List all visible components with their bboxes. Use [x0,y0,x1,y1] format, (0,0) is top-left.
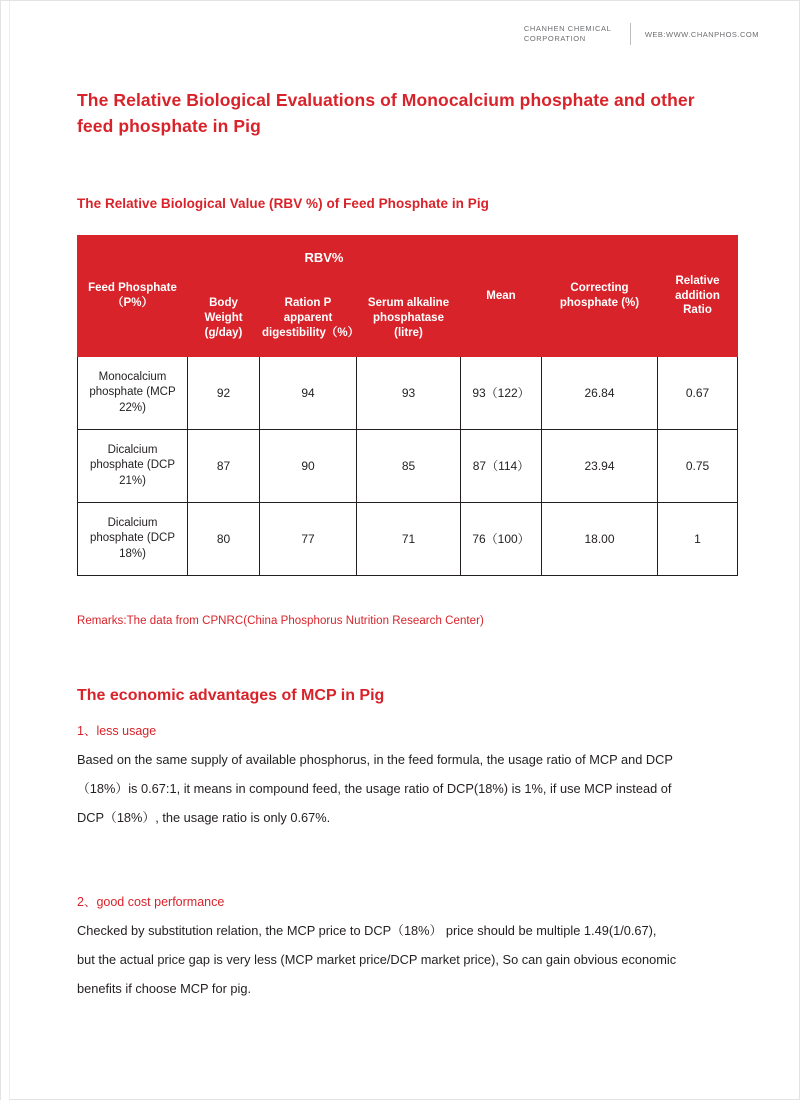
header-body-weight: Body Weight (g/day) [188,281,260,357]
economic-section-title: The economic advantages of MCP in Pig [77,687,385,704]
header-correcting-phosphate: Correcting phosphate (%) [542,236,658,357]
cell-body-weight: 92 [188,357,260,430]
table-head [78,236,738,357]
cell-ratio: 0.67 [658,357,738,430]
company-brand [524,24,616,44]
table-row [78,503,738,576]
cell-mean: 93（122） [461,357,542,430]
header-feed-phosphate: Feed Phosphate（P%） [78,236,188,357]
economic-point-2-body: Checked by substitution relation, the MCP price to DCP（18%） price should be multiple 1.49(1/0.67), but the actual price gap is very less (MCP market price/DCP market price), So can gain obvious economic benefits if choose MCP for pig. [77,923,677,996]
cell-serum: 85 [357,430,461,503]
table-remarks: Remarks:The data from CPNRC(China Phosphorus Nutrition Research Center) [77,615,484,627]
cell-body-weight: 80 [188,503,260,576]
cell-correcting: 18.00 [542,503,658,576]
cell-ration-p: 90 [260,430,357,503]
cell-body-weight: 87 [188,430,260,503]
rbv-table [77,235,738,576]
cell-mean: 87（114） [461,430,542,503]
cell-ratio: 0.75 [658,430,738,503]
header-serum-alkaline-phosphatase: Serum alkaline phosphatase (litre) [357,281,461,357]
cell-feed-phosphate: Dicalcium phosphate (DCP 21%) [78,430,188,503]
cell-ration-p: 77 [260,503,357,576]
header-divider [630,23,631,45]
company-name-line1: CHANHEN CHEMICAL [523,23,612,33]
cell-serum: 71 [357,503,461,576]
header-relative-addition-ratio: Relative addition Ratio [658,236,738,357]
cell-mean: 76（100） [461,503,542,576]
table-body [78,357,738,576]
cell-correcting: 26.84 [542,357,658,430]
table-row [78,357,738,430]
cell-serum: 93 [357,357,461,430]
cell-feed-phosphate: Monocalcium phosphate (MCP 22%) [78,357,188,430]
economic-point-1-heading: 1、less usage [77,724,157,738]
page-title: The Relative Biological Evaluations of Monocalcium phosphate and other feed phosphate in Pig [77,90,695,137]
cell-feed-phosphate: Dicalcium phosphate (DCP 18%) [78,503,188,576]
cell-correcting: 23.94 [542,430,658,503]
header-ration-p-digestibility: Ration P apparent digestibility（%） [260,281,357,357]
header-mean: Mean [461,236,542,357]
table-header-row-1 [78,236,738,281]
economic-point-1-body: Based on the same supply of available phosphorus, in the feed formula, the usage ratio of MCP and DCP（18%）is 0.67:1, it means in compound feed, the usage ratio of DCP(18%) is 1%, if use MCP instead of DCP（18%）, the usage ratio is only 0.67%. [77,752,673,825]
cell-ration-p: 94 [260,357,357,430]
rbv-table-wrapper [77,235,737,576]
table-row [78,430,738,503]
company-website: WEB:WWW.CHANPHOS.COM [644,29,759,39]
header-rbv-group: RBV% [188,236,461,281]
cell-ratio: 1 [658,503,738,576]
section-subtitle: The Relative Biological Value (RBV %) of Feed Phosphate in Pig [77,196,489,211]
company-name-line2: CORPORATION [523,34,586,43]
page-left-margin-bar [1,1,10,1101]
page-header [524,23,759,45]
economic-point-2-heading: 2、good cost performance [77,895,225,909]
